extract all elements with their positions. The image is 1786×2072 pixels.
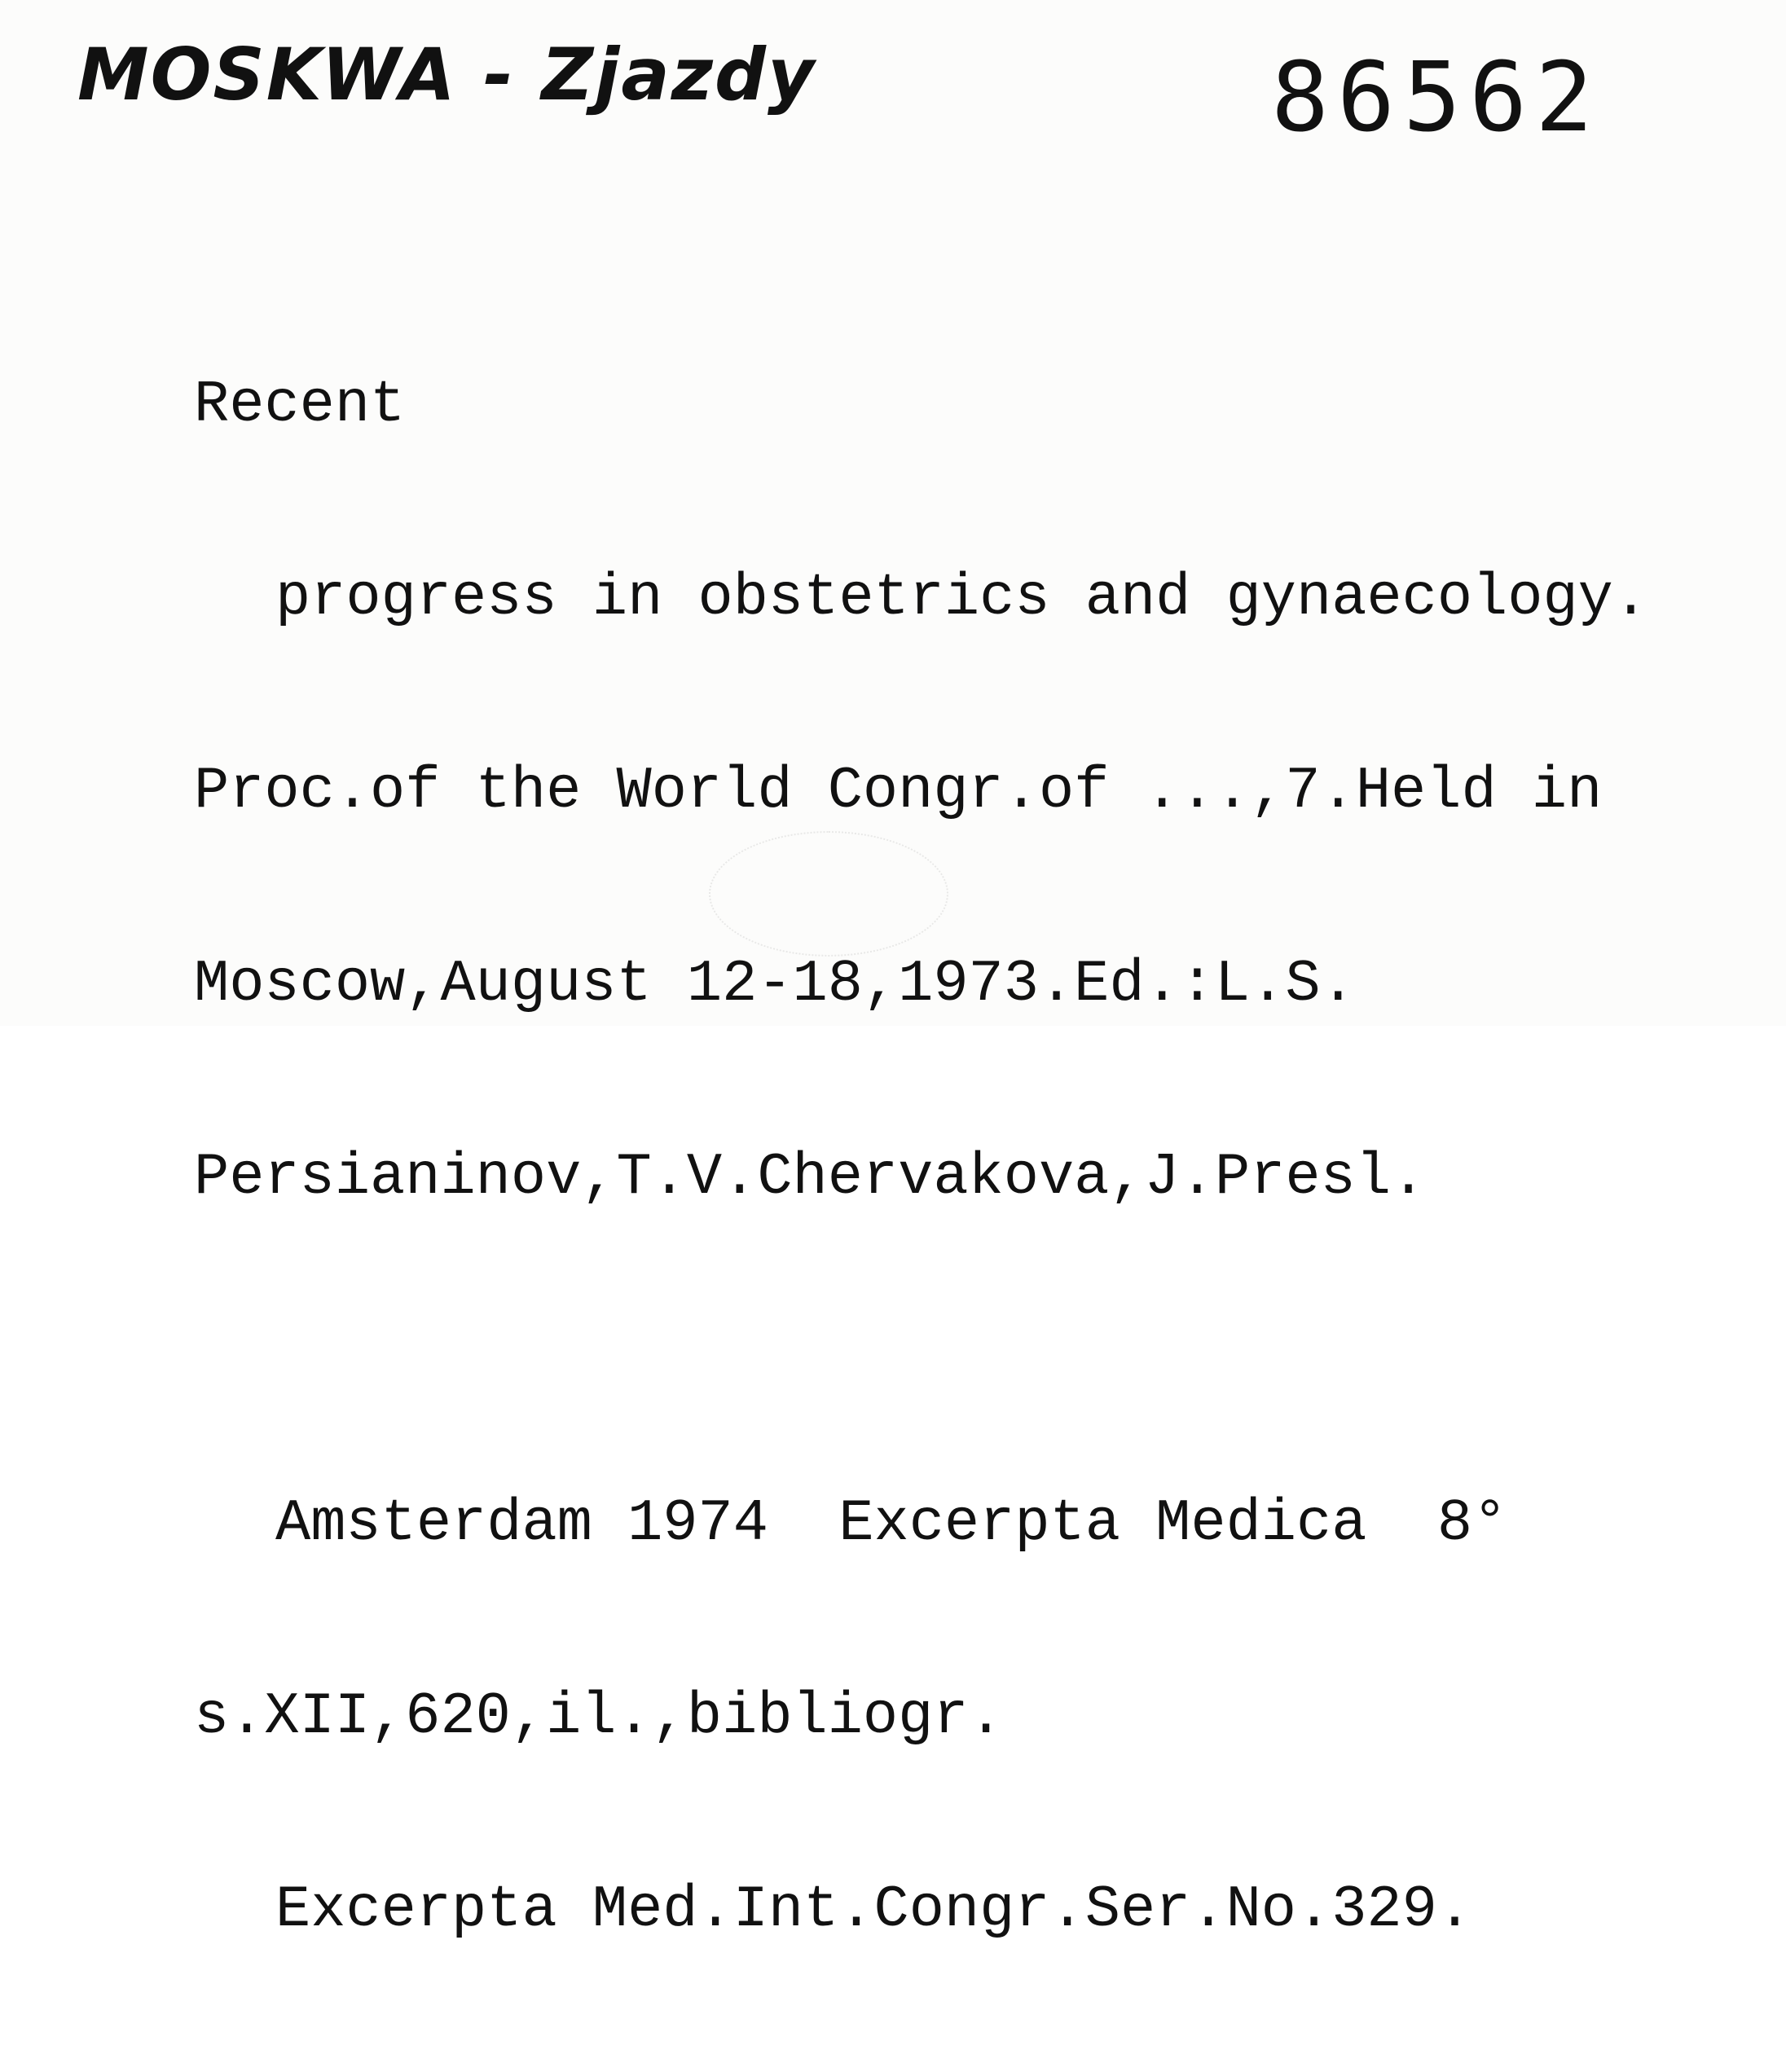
- bibliographic-entry: [194, 244, 1648, 2071]
- series-line: Excerpta Med.Int.Congr.Ser.No.329.: [275, 1876, 1473, 1943]
- title-line-1: Recent: [194, 372, 406, 438]
- title-line-2: progress in obstetrics and gynaecology.: [275, 565, 1649, 631]
- collation-line: s.XII,620,il.,bibliogr.: [194, 1683, 1004, 1750]
- location-date-line: Moscow,August 12-18,1973.Ed.:L.S.: [194, 951, 1356, 1018]
- imprint-line: Amsterdam 1974 Excerpta Medica 8°: [275, 1490, 1508, 1557]
- call-number: 86562: [1271, 41, 1602, 153]
- subject-heading: MOSKWA - Zjazdy: [77, 33, 816, 117]
- conference-line: Proc.of the World Congr.of ...,7.Held in: [194, 758, 1603, 825]
- editors-line: Persianinov,T.V.Chervakova,J.Presl.: [194, 1144, 1427, 1211]
- faded-stamp: [709, 831, 948, 957]
